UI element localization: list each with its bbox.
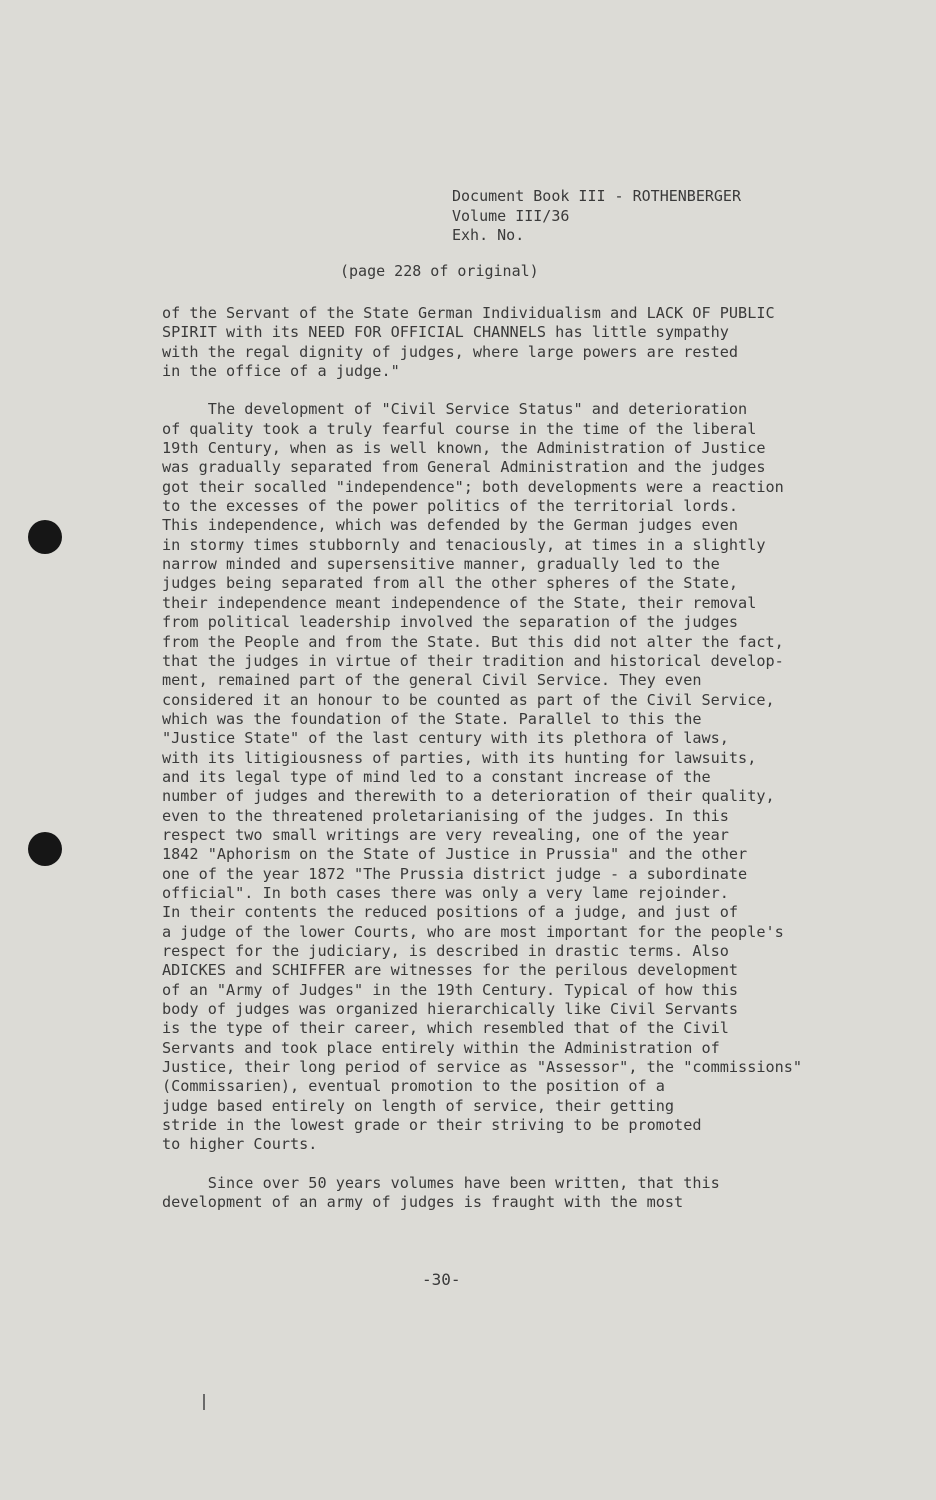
text-line: of the Servant of the State German Individualism and LACK OF PUBLIC	[162, 304, 775, 322]
text-line: narrow minded and supersensitive manner, gradually led to the	[162, 555, 720, 574]
text-line: ment, remained part of the general Civil Service. They even	[162, 671, 702, 690]
text-line: with the regal dignity of judges, where large powers are rested	[162, 342, 739, 361]
text-line: of an "Army of Judges" in the 19th Century. Typical of how this	[162, 980, 739, 999]
text-line: one of the year 1872 "The Prussia district judge - a subordinate	[162, 864, 748, 883]
text-line: in stormy times stubbornly and tenaciously, at times in a slightly	[162, 535, 766, 554]
text-line: judge based entirely on length of service, their getting	[162, 1096, 675, 1115]
header-line: Exh. No.	[452, 226, 525, 244]
pencil-mark	[203, 1394, 205, 1410]
text-line: 1842 "Aphorism on the State of Justice in Prussia" and the other	[162, 845, 748, 864]
text-line: SPIRIT with its NEED FOR OFFICIAL CHANNELS has little sympathy	[162, 323, 729, 342]
text-line: number of judges and therewith to a deterioration of their quality,	[162, 787, 775, 806]
punch-hole	[28, 832, 62, 866]
text-line: judges being separated from all the other spheres of the State,	[162, 574, 739, 593]
text-line: body of judges was organized hierarchically like Civil Servants	[162, 1000, 739, 1019]
text-line: from the People and from the State. But this did not alter the fact,	[162, 632, 784, 651]
text-line: which was the foundation of the State. Parallel to this the	[162, 709, 702, 728]
text-line: ADICKES and SCHIFFER are witnesses for the perilous development	[162, 961, 739, 980]
text-line: their independence meant independence of the State, their removal	[162, 593, 757, 612]
text-line: is the type of their career, which resembled that of the Civil	[162, 1019, 729, 1038]
text-line: development of an army of judges is fraught with the most	[162, 1193, 684, 1212]
text-line: official". In both cases there was only a very lame rejoinder.	[162, 883, 729, 902]
text-line: 19th Century, when as is well known, the Administration of Justice	[162, 439, 766, 458]
text-line: considered it an honour to be counted as part of the Civil Service,	[162, 690, 775, 709]
text-line: This independence, which was defended by the German judges even	[162, 516, 739, 535]
text-line: respect for the judiciary, is described in drastic terms. Also	[162, 942, 729, 960]
text-line: even to the threatened proletarianising of the judges. In this	[162, 806, 729, 825]
body-text	[162, 304, 862, 1212]
text-line: (Commissarien), eventual promotion to the position of a	[162, 1077, 665, 1096]
page-number: -30-	[422, 1270, 461, 1289]
text-line: was gradually separated from General Administration and the judges	[162, 458, 766, 477]
text-line: that the judges in virtue of their tradition and historical develop-	[162, 651, 784, 670]
document-header	[452, 187, 741, 246]
text-line: with its litigiousness of parties, with its hunting for lawsuits,	[162, 748, 757, 767]
text-line: a judge of the lower Courts, who are most important for the people's	[162, 922, 784, 941]
text-line: stride in the lowest grade or their striving to be promoted	[162, 1116, 702, 1135]
text-line: and its legal type of mind led to a constant increase of the	[162, 767, 711, 786]
page-reference: (page 228 of original)	[340, 262, 539, 280]
text-line: respect two small writings are very revealing, one of the year	[162, 825, 729, 844]
text-line: The development of "Civil Service Status" and deterioration	[162, 400, 748, 419]
text-line: to the excesses of the power politics of the territorial lords.	[162, 497, 739, 516]
text-line: In their contents the reduced positions of a judge, and just of	[162, 903, 739, 922]
text-line: of quality took a truly fearful course in the time of the liberal	[162, 419, 757, 438]
header-line: Volume III/36	[452, 206, 570, 225]
text-line: to higher Courts.	[162, 1135, 318, 1154]
text-line: got their socalled "independence"; both developments were a reaction	[162, 477, 784, 496]
punch-hole	[28, 520, 62, 554]
text-line: Since over 50 years volumes have been written, that this	[162, 1173, 720, 1192]
header-line: Document Book III - ROTHENBERGER	[452, 187, 741, 205]
text-line: "Justice State" of the last century with its plethora of laws,	[162, 729, 729, 748]
text-line: in the office of a judge."	[162, 362, 400, 381]
text-line: Justice, their long period of service as "Assessor", the "commissions"	[162, 1058, 803, 1077]
text-line: Servants and took place entirely within the Administration of	[162, 1038, 720, 1057]
text-line: from political leadership involved the separation of the judges	[162, 613, 739, 632]
